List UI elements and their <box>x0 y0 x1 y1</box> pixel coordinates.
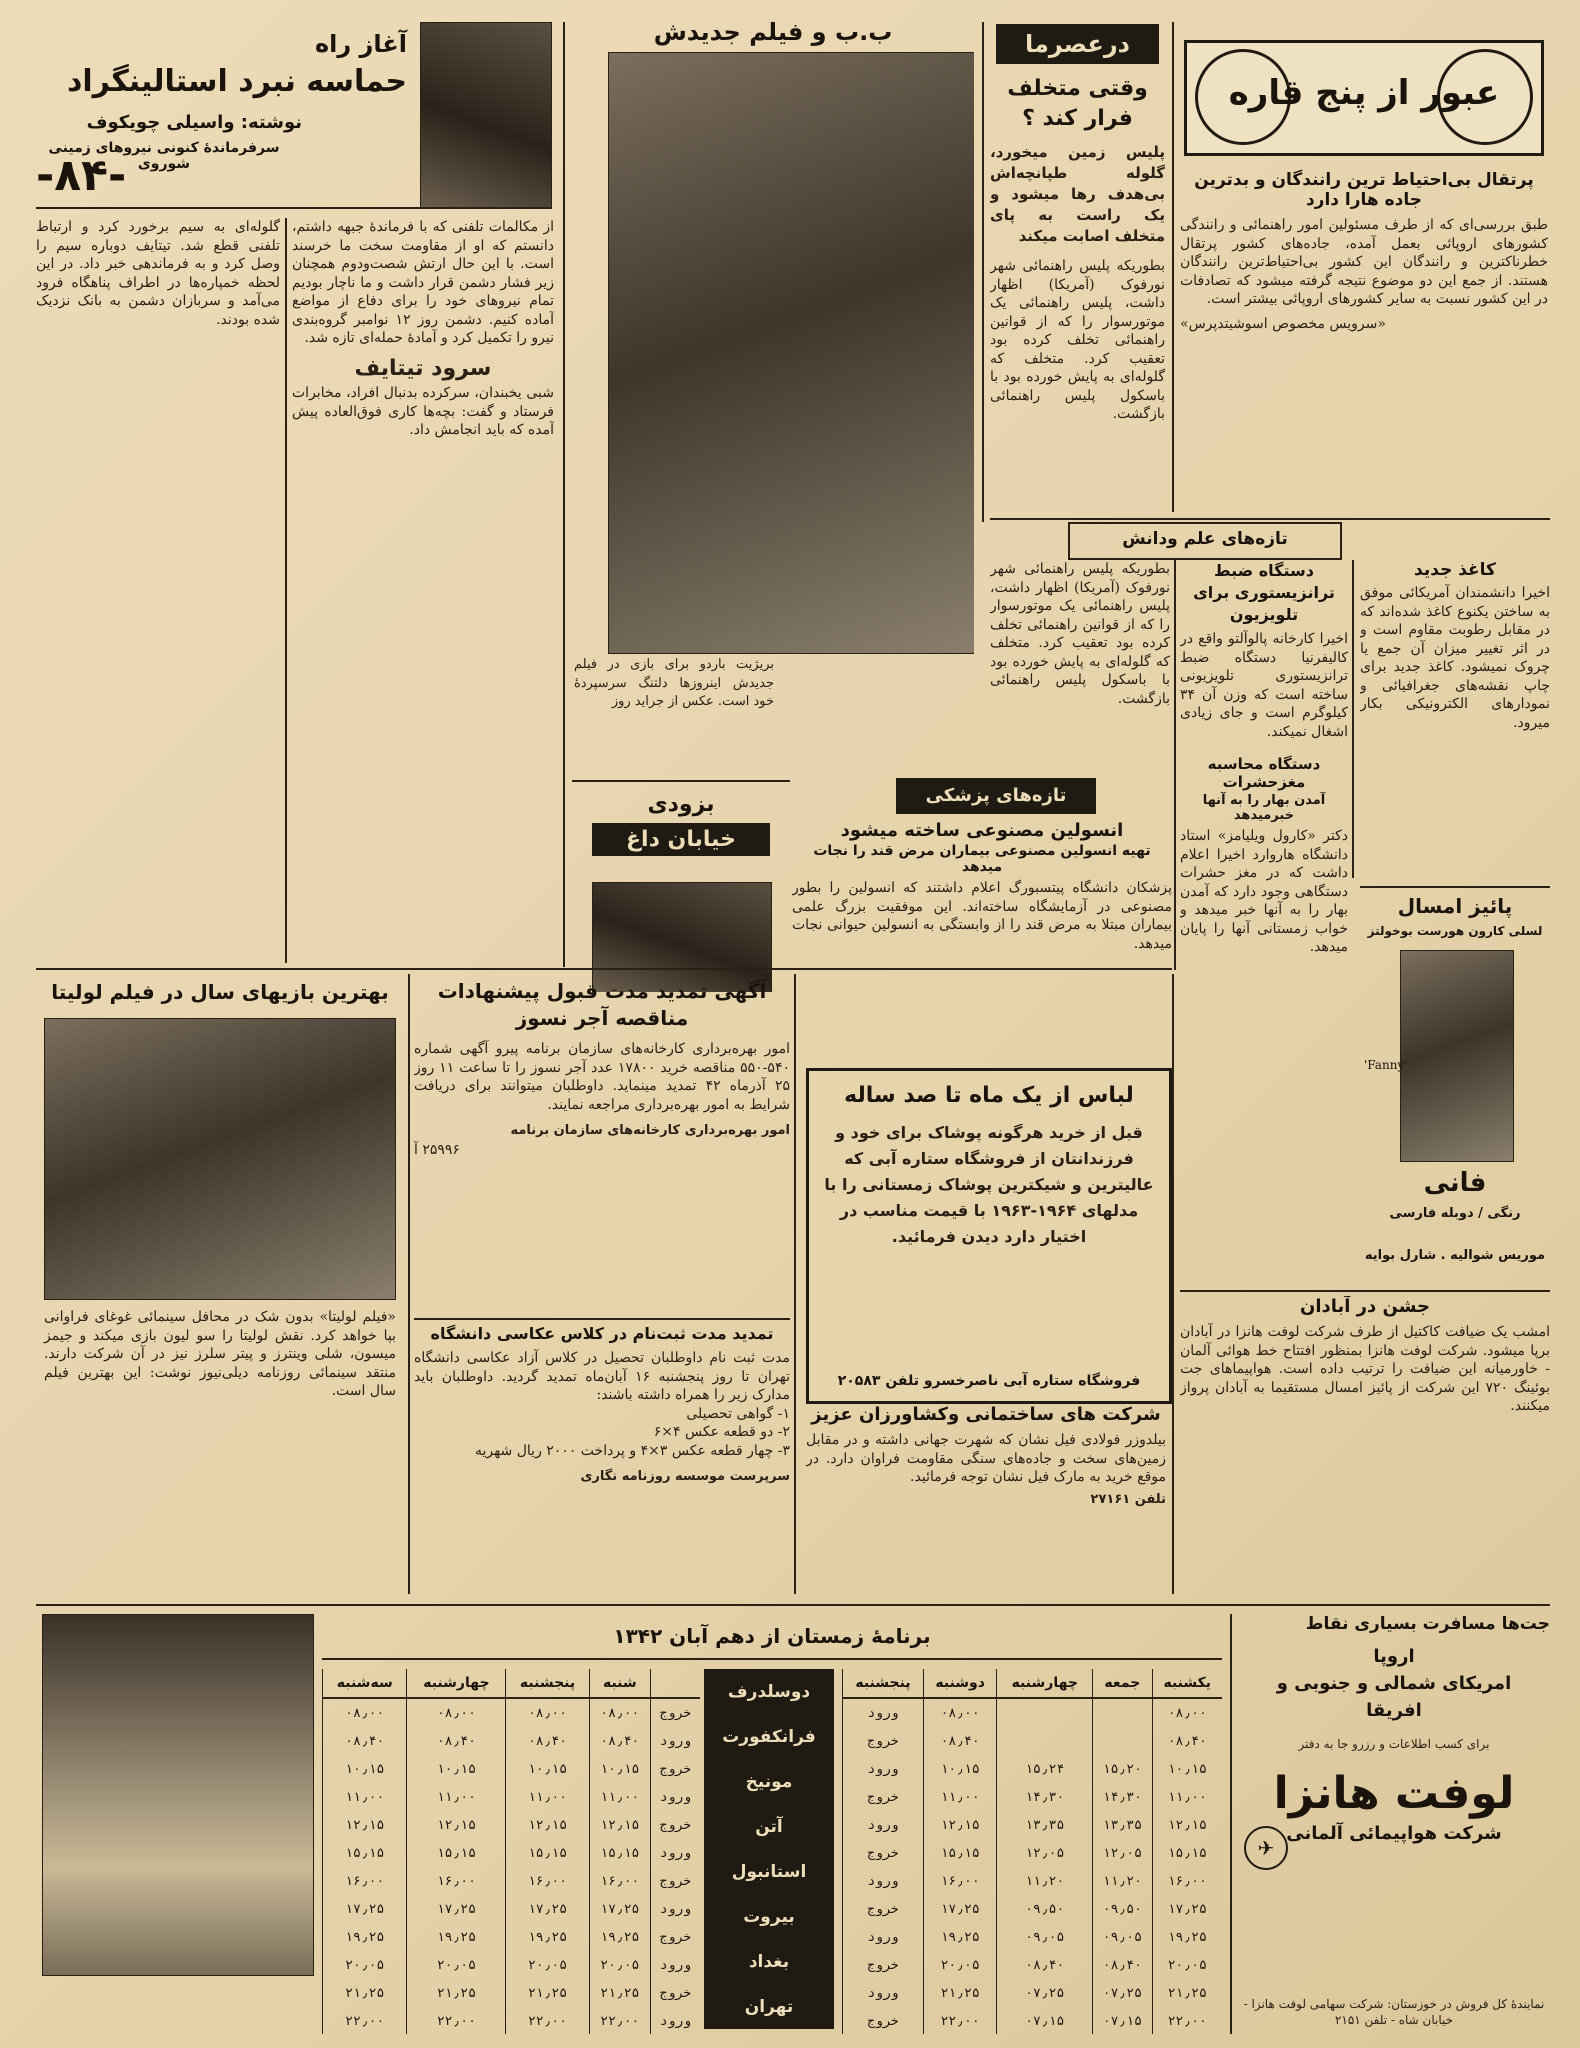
schedule-cell: خروج <box>650 1923 700 1951</box>
schedule-cell: ۲۰٫۰۵ <box>923 1951 996 1979</box>
schedule-cell: ۲۲٫۰۰ <box>1152 2007 1222 2034</box>
schedule-cell: خروج <box>843 1727 924 1755</box>
schedule-cell: ۰۸٫۰۰ <box>1152 1698 1222 1727</box>
schedule-row <box>843 1783 1223 1811</box>
chuikov-portrait <box>420 22 552 209</box>
stalingrad-header <box>36 22 552 209</box>
schedule-cell: ۱۷٫۲۵ <box>589 1895 650 1923</box>
schedule-cell: ۱۶٫۰۰ <box>1152 1867 1222 1895</box>
schedule-cell: ۱۰٫۱۵ <box>506 1755 589 1783</box>
schedule-cell: ۰۸٫۴۰ <box>323 1727 407 1755</box>
divider <box>982 22 984 522</box>
stalingrad-kicker: آغاز راه <box>314 30 407 58</box>
schedule-cell <box>997 1698 1093 1727</box>
calc-body: دکتر «کارول ویلیامز» استاد دانشگاه هاروارد اخیرا اعلام داشت که در مغز حشرات دستگاهی وجود دارد که آمدن بهار را به آنها خبر میدهد و خواب زمستانی آنها را پایان میدهد. <box>1180 828 1348 955</box>
schedule-cell: ۲۲٫۰۰ <box>407 2007 506 2034</box>
song-text: شبی یخبندان، سرکرده بدنبال افراد، مخابرات فرستاد و گفت: بچه‌ها کاری فوق‌العاده پیش آمده که باید انجامش داد. <box>292 385 554 438</box>
schedule-cell: خروج <box>650 1979 700 2007</box>
schedule-cell: ۱۳٫۳۵ <box>997 1811 1093 1839</box>
schedule-cell: ۱۱٫۲۰ <box>1093 1867 1152 1895</box>
stalingrad-author-role: سرفرماندهٔ کنونی نیروهای زمینی شوروی <box>48 140 280 172</box>
schedule-cell: ۰۸٫۴۰ <box>1152 1727 1222 1755</box>
abadan-section <box>1180 1296 1550 1601</box>
divider <box>794 974 796 1594</box>
day-header: چهارشنبه <box>997 1669 1093 1698</box>
schedule-row <box>843 1895 1223 1923</box>
schedule-row <box>323 1951 701 1979</box>
schedule-row <box>843 1979 1223 2007</box>
schedule-cell: خروج <box>650 1755 700 1783</box>
day-header: پنجشنبه <box>843 1669 924 1698</box>
schedule-cell: ورود <box>843 1755 924 1783</box>
schedule-cell: خروج <box>843 2007 924 2034</box>
soon-label: بزودی <box>647 792 715 817</box>
schedule-row <box>323 1895 701 1923</box>
schedule-cell: ۲۱٫۲۵ <box>923 1979 996 2007</box>
day-header <box>650 1669 700 1698</box>
schedule-cell: ۰۷٫۲۵ <box>997 1979 1093 2007</box>
schedule-cell: ۲۲٫۰۰ <box>589 2007 650 2034</box>
photo-class-signature: سرپرست موسسه روزنامه نگاری <box>580 1469 790 1484</box>
fanny-header: پائیز امسال <box>1397 894 1513 918</box>
schedule-cell: ورود <box>650 1839 700 1867</box>
schedule-section <box>322 1614 1222 2034</box>
schedule-cell: ۱۹٫۲۵ <box>323 1923 407 1951</box>
lolita-section <box>36 974 404 1594</box>
divider <box>414 1318 790 1320</box>
tender-title: آگهی تمدید مدت قبول پیشنهادات مناقصه آجر نسوز <box>437 979 767 1030</box>
schedule-row <box>323 1839 701 1867</box>
photo-class-section <box>414 1324 790 1594</box>
schedule-cell: ورود <box>843 1923 924 1951</box>
schedule-cell: ۲۰٫۰۵ <box>1152 1951 1222 1979</box>
schedule-cell: ۱۰٫۱۵ <box>589 1755 650 1783</box>
city-label: فرانکفورت <box>722 1726 816 1747</box>
clothes-store: فروشگاه ستاره آبی ناصرخسرو تلفن ۲۰۵۸۳ <box>837 1373 1141 1389</box>
city-label: بغداد <box>748 1951 790 1972</box>
fanny-dub: رنگی / دوبله فارسی <box>1389 1206 1521 1221</box>
schedule-cell: ۱۲٫۱۵ <box>407 1811 506 1839</box>
schedule-cell: ۱۱٫۰۰ <box>1152 1783 1222 1811</box>
schedule-cell: ۱۶٫۰۰ <box>506 1867 589 1895</box>
stalingrad-body-1: از مکالمات تلفنی که با فرماندهٔ جبهه داشتم، دانستم که او از مقاومت سخت ما خرسند است. با این حال ارتش شصت‌ودوم همچنان زیر فشار دشمن قرار داشت و ما ناچار بودیم تمام نیروهای خود را برای دفاع از مواضع آماده کنیم. دشمن روز ۱۲ نوامبر گروه‌بندی نیرو را تکمیل کرد و آمادهٔ حمله‌ای تازه شد. <box>292 219 554 346</box>
schedule-cell: ۰۸٫۰۰ <box>407 1698 506 1727</box>
schedule-cell: ۱۴٫۳۰ <box>1093 1783 1152 1811</box>
schedule-cell: ۰۸٫۰۰ <box>323 1698 407 1727</box>
bardot-caption: بریژیت باردو برای بازی در فیلم جدیدش اینروزها دلتنگ سرسپردهٔ خود است. عکس از جراید روز <box>574 657 774 709</box>
soon-ad <box>572 780 790 992</box>
schedule-cell: ۱۹٫۲۵ <box>923 1923 996 1951</box>
schedule-cell: خروج <box>843 1895 924 1923</box>
darasr-headline: وقتی متخلف فرار کند ؟ <box>1007 76 1148 131</box>
schedule-cell: ۲۰٫۰۵ <box>589 1951 650 1979</box>
schedule-cell: ۲۱٫۲۵ <box>506 1979 589 2007</box>
tender-body: امور بهره‌برداری کارخانه‌های سازمان برنامه پیرو آگهی شماره ۵۴۰-۵۵۰ مناقصه خرید ۱۷۸۰۰ عدد آجر نسوز را تا ساعت ۱۱ روز ۲۵ آذرماه ۴۲ تمدید مینماید. داوطلبان میتوانند برای دریافت شرایط به امور بهره‌برداری مراجعه نمایند. <box>414 1041 790 1113</box>
schedule-cell: ۱۵٫۱۵ <box>589 1839 650 1867</box>
schedule-cell: خروج <box>650 1867 700 1895</box>
schedule-cell: ۱۵٫۱۵ <box>923 1839 996 1867</box>
divider <box>563 22 565 967</box>
schedule-cell: ۰۹٫۰۵ <box>1093 1923 1152 1951</box>
bardot-title: ب.ب و فیلم جدیدش <box>653 18 893 46</box>
schedule-cell: ۱۵٫۱۵ <box>1152 1839 1222 1867</box>
schedule-cell: خروج <box>650 1811 700 1839</box>
recorder-extra: بطوریکه پلیس راهنمائی شهر نورفوک (آمریکا) اظهار داشت، پلیس راهنمائی یک موتورسوار را که از قوانین راهنمائی تخلف کرده بود تعقیب کرد. متخلف که گلوله‌ای به پایش خورده بود با باسکول پلیس راهنمائی بازگشت. <box>990 561 1170 707</box>
schedule-row <box>843 1951 1223 1979</box>
medicine-body: پزشکان دانشگاه پیتسبورگ اعلام داشتند که انسولین را بطور مصنوعی در آزمایشگاه ساخته‌اند. این موفقیت بزرگ علمی بیماران مبتلا به مرض قند را از وابستگی به انسولین حیوانی نجات میدهد. <box>792 880 1172 952</box>
builders-body: بیلدوزر فولادی فیل نشان که شهرت جهانی داشته و در مقابل زمین‌های سخت و جاده‌های سنگی مقاومت فراوان دارد. در موقع خرید به مارک فیل نشان توجه فرمائید. <box>806 1432 1166 1485</box>
schedule-cell: ۱۴٫۳۰ <box>997 1783 1093 1811</box>
schedule-row <box>323 1923 701 1951</box>
photo-class-body: مدت ثبت نام داوطلبان تحصیل در کلاس آزاد عکاسی دانشگاه تهران تا روز پنجشنبه ۱۶ آبان‌ماه تمدید گردید. داوطلبان باید مدارک زیر را همراه داشته باشند: <box>414 1350 790 1403</box>
schedule-cell <box>997 1727 1093 1755</box>
schedule-cell: ۱۷٫۲۵ <box>1152 1895 1222 1923</box>
lufthansa-ad <box>1238 1614 1550 2034</box>
schedule-cell: ۲۰٫۰۵ <box>407 1951 506 1979</box>
schedule-row <box>843 1698 1223 1727</box>
schedule-row <box>323 1698 701 1727</box>
schedule-cell: ۱۲٫۱۵ <box>506 1811 589 1839</box>
schedule-cell: ۰۹٫۵۰ <box>997 1895 1093 1923</box>
soon-film: خیابان داغ <box>592 823 770 856</box>
day-header: یکشنبه <box>1152 1669 1222 1698</box>
schedule-cell: ۲۱٫۲۵ <box>323 1979 407 2007</box>
schedule-cell: ۲۲٫۰۰ <box>923 2007 996 2034</box>
city-label: بیروت <box>743 1906 795 1927</box>
photo-class-item: ۲- دو قطعه عکس ۴×۶ <box>653 1424 790 1440</box>
fivecont-banner <box>1184 40 1544 156</box>
schedule-cell: خروج <box>843 1783 924 1811</box>
clothes-body: قبل از خرید هرگونه پوشاک برای خود و فرزندانتان از فروشگاه ستاره آبی که عالیترین و شیکترین پوشاک زمستانی را با مدلهای ۱۹۶۴-۱۹۶۳ با قیمت مناسب در اختیار دارد دیدن فرمائید. <box>824 1123 1154 1246</box>
lufthansa-region: اروپا <box>1373 1646 1415 1667</box>
fivecont-source: «سرویس مخصوص اسوشیتدپرس» <box>1180 315 1386 332</box>
builders-title: شرکت های ساختمانی وکشاورزان عزیز <box>811 1404 1161 1425</box>
schedule-cell: ۰۸٫۴۰ <box>923 1727 996 1755</box>
schedule-cell: ۱۵٫۱۵ <box>323 1839 407 1867</box>
lolita-title: بهترین بازیهای سال در فیلم لولیتا <box>51 980 389 1004</box>
divider <box>36 1604 1550 1606</box>
schedule-cell: ۲۱٫۲۵ <box>1152 1979 1222 2007</box>
schedule-cell <box>1093 1698 1152 1727</box>
schedule-cell: ۱۷٫۲۵ <box>923 1895 996 1923</box>
schedule-cell <box>1093 1727 1152 1755</box>
schedule-cell: ۱۶٫۰۰ <box>407 1867 506 1895</box>
stalingrad-title: حماسه نبرد استالینگراد <box>67 64 407 99</box>
paper-body: اخیرا دانشمندان آمریکائی موفق به ساختن یکنوع کاغذ شده‌اند که در مقابل رطوبت مقاوم است و در اثر تغییر میزان آن جمع یا چروک نمیشود. کاغذ جدید برای چاپ نقشه‌های جغرافیائی و نمودارهای الکترونیکی بکار میرود. <box>1360 585 1550 731</box>
stalingrad-body-col2 <box>36 218 280 963</box>
schedule-cell: ۱۵٫۱۵ <box>506 1839 589 1867</box>
schedule-cell: ۱۱٫۰۰ <box>589 1783 650 1811</box>
schedule-cell: ۱۹٫۲۵ <box>1152 1923 1222 1951</box>
darasr-body: بطوریکه پلیس راهنمائی شهر نورفوک (آمریکا) اظهار داشت، پلیس راهنمائی یک موتورسوار را که از قوانین راهنمائی تخلف کرده بود تعقیب کرد. متخلف که گلوله‌ای به پایش خورده بود با باسکول پلیس راهنمائی بازگشت. <box>990 258 1165 422</box>
divider <box>1172 974 1174 1594</box>
divider <box>408 974 410 1594</box>
schedule-cell: ۱۱٫۰۰ <box>506 1783 589 1811</box>
schedule-row <box>843 1839 1223 1867</box>
schedule-row <box>843 1867 1223 1895</box>
schedule-cell: ۱۰٫۱۵ <box>323 1755 407 1783</box>
schedule-row <box>323 1811 701 1839</box>
schedule-cell: ۲۲٫۰۰ <box>506 2007 589 2034</box>
divider <box>1230 1614 1232 2034</box>
schedule-cell: ۱۵٫۱۵ <box>407 1839 506 1867</box>
fanny-stars-bottom: موریس شوالیه . شارل بوایه <box>1364 1248 1546 1263</box>
schedule-cell: ۲۲٫۰۰ <box>323 2007 407 2034</box>
lolita-body: «فیلم لولیتا» بدون شک در محافل سینمائی غوغای فراوانی بپا خواهد کرد. نقش لولیتا را سو لیون بازی میکند و جیمز میسون، شلی وینترز و پیتر سلرز نیز در آن شرکت دارند. منتقد سینمائی روزنامه دیلی‌نیوز نوشت: این بهترین فیلم سال است. <box>44 1309 396 1399</box>
divider <box>285 218 287 963</box>
science-header-box <box>1068 522 1342 560</box>
lolita-photo <box>44 1018 396 1300</box>
fanny-stars-top: لسلی کارون هورست بوخولتز <box>1367 924 1543 938</box>
schedule-cell: ورود <box>650 2007 700 2034</box>
recorder-item <box>1180 560 1348 1030</box>
schedule-cell: ۱۲٫۱۵ <box>923 1811 996 1839</box>
schedule-cell: ورود <box>650 1895 700 1923</box>
city-label: استانبول <box>731 1861 807 1882</box>
lufthansa-region: افریقا <box>1366 1700 1422 1721</box>
schedule-cell: ۱۰٫۱۵ <box>923 1755 996 1783</box>
schedule-cell: ۰۹٫۵۰ <box>1093 1895 1152 1923</box>
medicine-title: انسولین مصنوعی ساخته میشود <box>840 820 1124 841</box>
schedule-cell: خروج <box>650 1698 700 1727</box>
fivecont-section <box>1180 22 1548 512</box>
fivecont-body: طبق بررسی‌ای که از طرف مسئولین امور راهنمائی و رانندگی کشورهای اروپائی بعمل آمده، جاده‌های کشور پرتقال خطرناکترین و رانندگان این کشور بی‌احتیاط‌ترین رانندگان هستند. از جمع این دو موضوع نتیجه گرفته میشود که تصادفات در این کشور نسبت به سایر کشورهای اروپائی بیشتر است. <box>1180 217 1548 307</box>
day-header: شنبه <box>589 1669 650 1698</box>
calc-subtitle: آمدن بهار را به آنها خبرمیدهد <box>1202 793 1326 823</box>
song-title: سرود تیتایف <box>354 355 492 381</box>
science-header: تازه‌های علم ودانش <box>1122 529 1288 549</box>
schedule-cell: ۰۷٫۲۵ <box>1093 1979 1152 2007</box>
city-label: آتن <box>755 1816 783 1837</box>
schedule-cell: ۲۰٫۰۵ <box>323 1951 407 1979</box>
day-header: دوشنبه <box>923 1669 996 1698</box>
schedule-cell: ۱۷٫۲۵ <box>506 1895 589 1923</box>
schedule-cell: ۱۱٫۲۰ <box>997 1867 1093 1895</box>
schedule-cell: ۱۳٫۳۵ <box>1093 1811 1152 1839</box>
fanny-english: 'Fanny' <box>1364 1058 1408 1072</box>
schedule-cell: ۰۸٫۴۰ <box>997 1951 1093 1979</box>
photo-class-item: ۱- گواهی تحصیلی <box>686 1405 790 1422</box>
schedule-cell: ۰۷٫۱۵ <box>1093 2007 1152 2034</box>
darasr-section <box>990 22 1165 517</box>
stalingrad-episode: -۸۴- <box>36 150 127 201</box>
recorder-title: دستگاه ضبط ترانزیستوری برای تلویزیون <box>1193 561 1335 624</box>
day-header: پنجشنبه <box>506 1669 589 1698</box>
stalingrad-body-col1 <box>292 218 554 838</box>
day-header: سه‌شنبه <box>323 1669 407 1698</box>
photo-class-title: تمدید مدت ثبت‌نام در کلاس عکاسی دانشگاه <box>430 1324 774 1343</box>
schedule-row <box>843 1923 1223 1951</box>
fanny-title: فانی <box>1423 1168 1487 1198</box>
schedule-cell: ۰۸٫۴۰ <box>1093 1951 1152 1979</box>
schedule-cell: ورود <box>650 1783 700 1811</box>
schedule-cell: ۱۹٫۲۵ <box>407 1923 506 1951</box>
day-header: چهارشنبه <box>407 1669 506 1698</box>
schedule-cell: ۱۱٫۰۰ <box>323 1783 407 1811</box>
abadan-body: امشب یک ضیافت کاکتیل از طرف شرکت لوفت هانزا در آبادان برپا میشود. شرکت لوفت هانزا بمنظور افتتاح خط هوائی آلمان - خاورمیانه این ضیافت را ترتیب داده است. هواپیماهای جت بوئینگ ۷۲۰ این شرکت از پائیز امسال مستقیما به آبادان پرواز میکنند. <box>1180 1324 1550 1414</box>
schedule-row <box>323 1783 701 1811</box>
day-header: جمعه <box>1093 1669 1152 1698</box>
schedule-cell: ۱۲٫۱۵ <box>589 1811 650 1839</box>
schedule-cell: ورود <box>650 1727 700 1755</box>
schedule-cell: ۱۶٫۰۰ <box>323 1867 407 1895</box>
fivecont-banner-text: عبور از پنج قاره <box>1228 73 1500 113</box>
schedule-cell: ۱۶٫۰۰ <box>923 1867 996 1895</box>
lufthansa-region: امریکای شمالی و جنوبی و <box>1276 1673 1512 1694</box>
schedule-cell: ورود <box>650 1951 700 1979</box>
schedule-cell: ۱۱٫۰۰ <box>923 1783 996 1811</box>
schedule-cell: ۱۰٫۱۵ <box>407 1755 506 1783</box>
schedule-cities <box>704 1669 834 2029</box>
schedule-cell: ۱۰٫۱۵ <box>1152 1755 1222 1783</box>
schedule-cell: ۱۱٫۰۰ <box>407 1783 506 1811</box>
schedule-cell: ۰۸٫۴۰ <box>407 1727 506 1755</box>
schedule-rows-left <box>323 1698 701 2034</box>
paper-title: کاغذ جدید <box>1414 560 1496 580</box>
schedule-cell: ۰۸٫۰۰ <box>589 1698 650 1727</box>
tender-code: ۲۵۹۹۶ آ <box>414 1141 460 1158</box>
medicine-section <box>792 820 1172 980</box>
schedule-row <box>843 1755 1223 1783</box>
schedule-cell: ۰۸٫۴۰ <box>506 1727 589 1755</box>
divider <box>1352 560 1354 878</box>
schedule-cell: ۱۲٫۰۵ <box>997 1839 1093 1867</box>
schedule-cell: ۱۵٫۲۴ <box>997 1755 1093 1783</box>
lufthansa-lead: جت‌ها مسافرت بسیاری نقاط <box>1305 1614 1550 1634</box>
fivecont-headline: پرتقال بی‌احتیاط ترین رانندگان و بدترین جاده هارا دارد <box>1194 170 1534 210</box>
schedule-cell: ۲۱٫۲۵ <box>589 1979 650 2007</box>
schedule-cell: ۱۷٫۲۵ <box>407 1895 506 1923</box>
tender-signature: امور بهره‌برداری کارخانه‌های سازمان برنامه <box>510 1123 790 1138</box>
schedule-title: برنامهٔ زمستان از دهم آبان ۱۳۴۲ <box>322 1614 1222 1660</box>
schedule-cell: ۱۷٫۲۵ <box>323 1895 407 1923</box>
lufthansa-model-photo <box>42 1614 314 1976</box>
schedule-cell: ۱۲٫۱۵ <box>1152 1811 1222 1839</box>
medicine-header: تازه‌های پزشکی <box>896 778 1096 814</box>
schedule-row <box>843 1727 1223 1755</box>
bardot-photo <box>608 52 974 654</box>
schedule-right-table <box>842 1669 1222 2034</box>
darasr-badge: درعصرما <box>996 24 1159 64</box>
schedule-cell: ۰۹٫۰۵ <box>997 1923 1093 1951</box>
calc-title: دستگاه محاسبه مغزحشرات <box>1207 755 1321 791</box>
medicine-header-box <box>896 778 1096 814</box>
schedule-cell: ورود <box>843 1811 924 1839</box>
schedule-row <box>323 1727 701 1755</box>
schedule-table-left <box>322 1669 700 2034</box>
schedule-row <box>323 1979 701 2007</box>
builders-phone: تلفن ۲۷۱۶۱ <box>1090 1491 1166 1507</box>
stalingrad-body-2: گلوله‌ای به سیم برخورد کرد و ارتباط تلفنی قطع شد. تیتایف دوباره سیم را وصل کرد و به فرماندهی خبر داد. در این لحظه خمپاره‌ها در اطراف پناهگاه فرود می‌آمد و سربازان دشمن به بانک نزدیک شده بودند. <box>36 219 280 328</box>
schedule-cell: ۱۲٫۱۵ <box>323 1811 407 1839</box>
schedule-cell: ۰۷٫۱۵ <box>997 2007 1093 2034</box>
schedule-cell: ۰۸٫۰۰ <box>506 1698 589 1727</box>
schedule-header-row <box>843 1669 1223 1698</box>
schedule-cell: خروج <box>843 1951 924 1979</box>
medicine-sub: تهیه انسولین مصنوعی بیماران مرض قند را نجات میدهد <box>813 843 1151 875</box>
fanny-ad <box>1360 886 1550 1288</box>
divider <box>36 968 1172 970</box>
schedule-row <box>323 1867 701 1895</box>
stalingrad-author: نوشته: واسیلی چویکوف <box>86 112 302 133</box>
city-label: تهران <box>744 1996 794 2017</box>
schedule-cell: ۱۹٫۲۵ <box>506 1923 589 1951</box>
schedule-row <box>843 1811 1223 1839</box>
tender-section <box>414 974 790 1314</box>
divider <box>1180 1290 1550 1292</box>
schedule-cell: ورود <box>843 1698 924 1727</box>
abadan-title: جشن در آبادان <box>1299 1296 1431 1317</box>
schedule-cell: خروج <box>843 1839 924 1867</box>
schedule-cell: ورود <box>843 1867 924 1895</box>
lufthansa-rep: نمایندهٔ کل فروش در خوزستان: شرکت سهامی لوفت هانزا - خیابان شاه - تلفن ۲۱۵۱ <box>1243 1997 1545 2027</box>
schedule-cell: ۱۹٫۲۵ <box>589 1923 650 1951</box>
lufthansa-note: برای کسب اطلاعات و رزرو جا به دفتر <box>1298 1737 1490 1751</box>
darasr-lead: پلیس زمین میخورد، گلوله طپانچه‌اش بی‌هدف رها میشود و یک راست به پای متخلف اصابت میکند <box>990 143 1165 245</box>
divider <box>1172 22 1174 512</box>
divider <box>990 518 1550 520</box>
schedule-rows-right <box>843 1698 1223 2034</box>
lufthansa-crane-icon: ✈ <box>1244 1826 1288 1870</box>
schedule-cell: ۲۰٫۰۵ <box>506 1951 589 1979</box>
divider <box>1174 560 1176 970</box>
schedule-cell: ۰۸٫۴۰ <box>589 1727 650 1755</box>
builders-section <box>806 1404 1166 1594</box>
lufthansa-brand: لوفت هانزا <box>1273 1767 1515 1819</box>
city-label: دوسلدرف <box>727 1681 811 1702</box>
schedule-left-table <box>322 1669 700 2034</box>
schedule-cell: ۱۶٫۰۰ <box>589 1867 650 1895</box>
schedule-cell: ۰۸٫۰۰ <box>923 1698 996 1727</box>
schedule-table-right <box>842 1669 1222 2034</box>
recorder-body: اخیرا کارخانه پالوآلتو واقع در کالیفرنیا دستگاه ضبط ترانزیستوری تلویزیونی ساخته است که وزن آن ۳۴ کیلوگرم است و جای زیادی اشغال نمیکند. <box>1180 631 1348 740</box>
schedule-row <box>843 2007 1223 2034</box>
schedule-row <box>323 2007 701 2034</box>
photo-class-item: ۳- چهار قطعه عکس ۳×۴ و پرداخت ۲۰۰۰ ریال شهریه <box>474 1442 790 1459</box>
clothes-ad <box>806 1068 1172 1404</box>
paper-item <box>1360 560 1550 880</box>
lufthansa-sub: شرکت هواپیمائی آلمانی <box>1286 1822 1502 1844</box>
fanny-photo <box>1400 950 1514 1162</box>
clothes-title: لباس از یک ماه تا صد ساله <box>844 1083 1134 1108</box>
bardot-section <box>572 16 974 776</box>
schedule-header-row <box>323 1669 701 1698</box>
city-label: مونیخ <box>745 1771 793 1792</box>
schedule-cell: ورود <box>843 1979 924 2007</box>
schedule-cell: ۱۲٫۰۵ <box>1093 1839 1152 1867</box>
schedule-cell: ۲۱٫۲۵ <box>407 1979 506 2007</box>
schedule-row <box>323 1755 701 1783</box>
schedule-cell: ۱۵٫۲۰ <box>1093 1755 1152 1783</box>
